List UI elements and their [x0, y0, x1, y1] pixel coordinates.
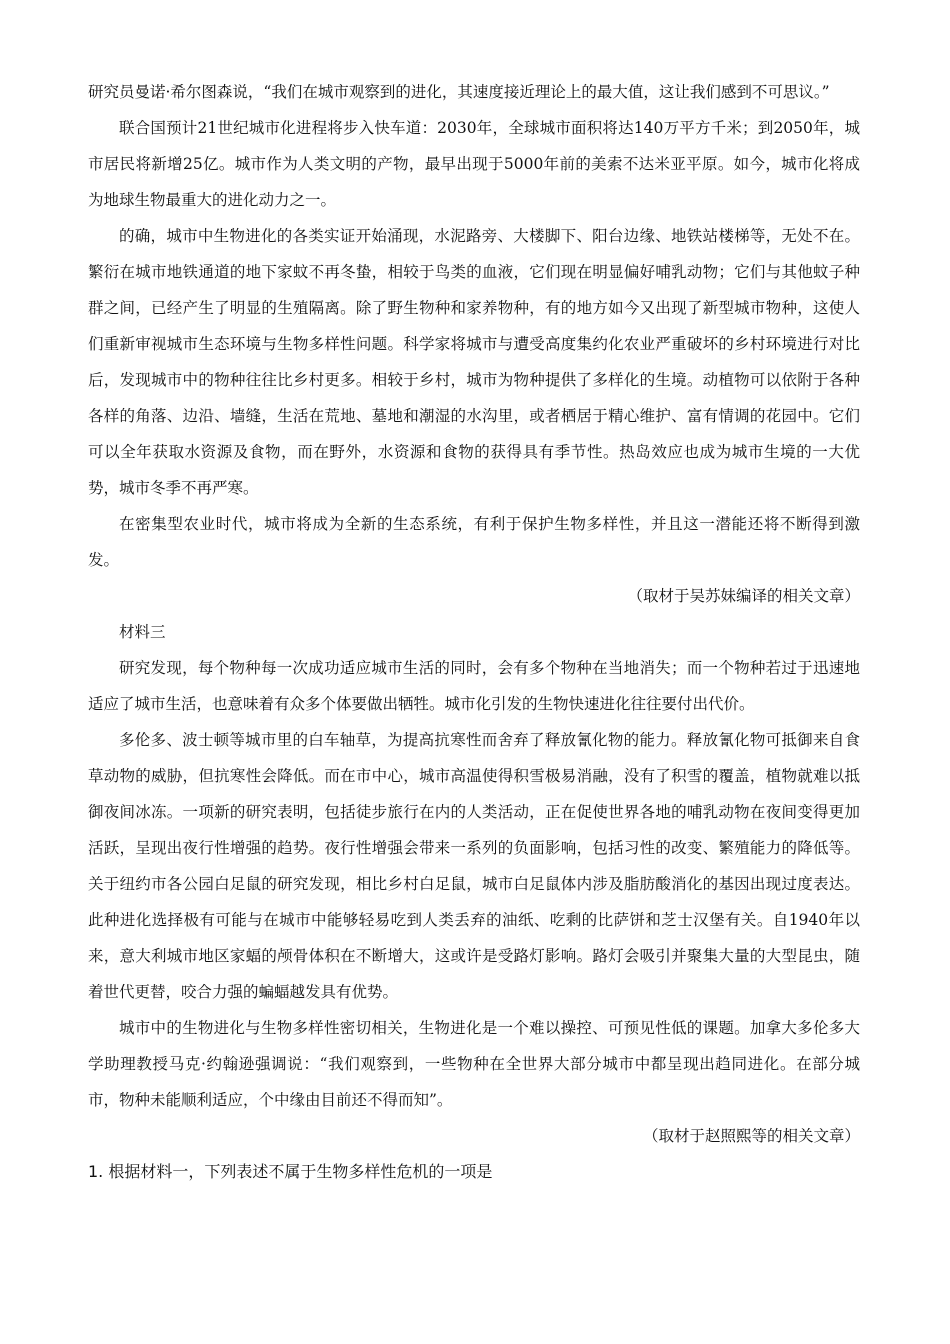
paragraph-evidence: 的确，城市中生物进化的各类实证开始涌现，水泥路旁、大楼脚下、阳台边缘、地铁站楼梯等，无处不在。繁衍在城市地铁通道的地下家蚊不再冬蛰，相较于鸟类的血液，它们现在明显偏好哺乳动物；它们与其他蚊子种群之间，已经产生了明显的生殖隔离。除了野生物种和家养物种，有的地方如今又出现了新型城市物种，这使人们重新审视城市生态环境与生物多样性问题。科学家将城市与遭受高度集约化农业严重破坏的乡村环境进行对比后，发现城市中的物种往往比乡村更多。相较于乡村，城市为物种提供了多样化的生境。动植物可以依附于各种各样的角落、边沿、墙缝，生活在荒地、墓地和潮湿的水沟里，或者栖居于精心维护、富有情调的花园中。它们可以全年获取水资源及食物，而在野外，水资源和食物的获得具有季节性。热岛效应也成为城市生境的一大优势，城市冬季不再严寒。 — [88, 227, 860, 497]
paragraph-un-forecast: 联合国预计21世纪城市化进程将步入快车道：2030年，全球城市面积将达140万平方千米；到2050年，城市居民将新增25亿。城市作为人类文明的产物，最早出现于5000年前的美索不达米亚平原。如今，城市化将成为地球生物最重大的进化动力之一。 — [88, 119, 860, 209]
material-3-paragraph-2: 多伦多、波士顿等城市里的白车轴草，为提高抗寒性而舍弃了释放氰化物的能力。释放氰化物可抵御来自食草动物的威胁，但抗寒性会降低。而在市中心，城市高温使得积雪极易消融，没有了积雪的覆盖，植物就难以抵御夜间冰冻。一项新的研究表明，包括徒步旅行在内的人类活动，正在促使世界各地的哺乳动物在夜间变得更加活跃，呈现出夜行性增强的趋势。夜行性增强会带来一系列的负面影响，包括习性的改变、繁殖能力的降低等。关于纽约市各公园白足鼠的研究发现，相比乡村白足鼠，城市白足鼠体内涉及脂肪酸消化的基因出现过度表达。此种进化选择极有可能与在城市中能够轻易吃到人类丢弃的油纸、吃剩的比萨饼和芝士汉堡有关。自1940年以来，意大利城市地区家蝠的颅骨体积在不断增大，这或许是受路灯影响。路灯会吸引并聚集大量的大型昆虫，随着世代更替，咬合力强的蝙蝠越发具有优势。 — [88, 731, 860, 1001]
paragraph-conclusion: 在密集型农业时代，城市将成为全新的生态系统，有利于保护生物多样性，并且这一潜能还将不断得到激发。 — [88, 515, 860, 569]
material-3-heading: 材料三 — [119, 623, 166, 641]
source-citation-1: （取材于吴苏妹编译的相关文章） — [627, 587, 860, 605]
material-3-paragraph-3: 城市中的生物进化与生物多样性密切相关，生物进化是一个难以操控、可预见性低的课题。加拿大多伦多大学助理教授马克·约翰逊强调说：“我们观察到，一些物种在全世界大部分城市中都呈现出趋同进化。在部分城市，物种未能顺利适应，个中缘由目前还不得而知”。 — [88, 1019, 860, 1109]
source-citation-2: （取材于赵照熙等的相关文章） — [642, 1127, 860, 1145]
document-page — [88, 74, 860, 1190]
paragraph-quote: 研究员曼诺·希尔图森说，“我们在城市观察到的进化，其速度接近理论上的最大值，这让我们感到不可思议。” — [88, 83, 830, 101]
question-1: 1. 根据材料一，下列表述不属于生物多样性危机的一项是 — [88, 1162, 493, 1181]
material-3-paragraph-1: 研究发现，每个物种每一次成功适应城市生活的同时，会有多个物种在当地消失；而一个物种若过于迅速地适应了城市生活，也意味着有众多个体要做出牺牲。城市化引发的生物快速进化往往要付出代价。 — [88, 659, 860, 713]
